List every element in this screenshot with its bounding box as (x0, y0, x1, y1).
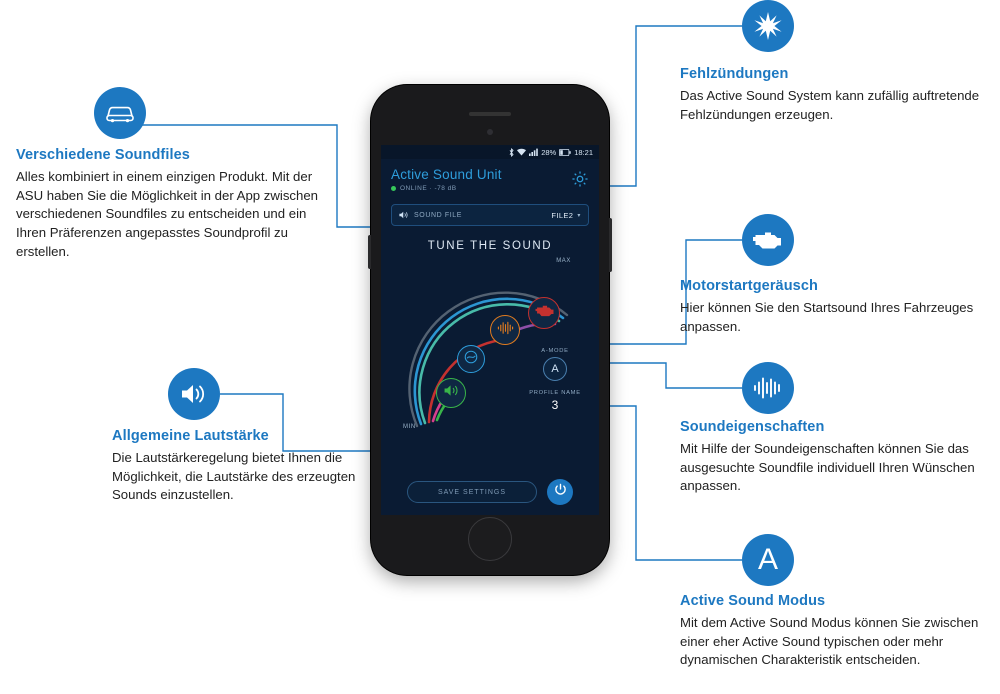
waveform-icon-badge (742, 362, 794, 414)
phone-front-camera (487, 129, 493, 135)
phone-mockup (371, 85, 609, 575)
callout-text: Mit Hilfe der Soundeigenschaften können Sie das ausgesuchte Soundfile individuell Ihren Wünschen anpassen. (680, 441, 975, 494)
phone-screen (381, 145, 599, 515)
engine-start-knob[interactable] (528, 297, 560, 329)
power-button[interactable] (547, 479, 573, 505)
status-bar (381, 145, 599, 159)
save-settings-button[interactable]: SAVE SETTINGS (407, 481, 537, 503)
battery-icon (559, 149, 571, 156)
profile-name-value[interactable]: 3 (551, 398, 559, 412)
waveform-knob-icon (497, 321, 514, 340)
dial-max-label: MAX (556, 258, 571, 264)
speaker-knob-icon (444, 384, 459, 402)
clock: 18:21 (574, 147, 593, 157)
callout-title: Soundeigenschaften (680, 419, 825, 435)
connection-status (391, 185, 589, 192)
app-title: Active Sound Unit (391, 167, 502, 182)
battery-percent: 28% (541, 147, 557, 157)
a-mode-label: A-MODE (541, 348, 569, 354)
chevron-down-icon[interactable]: ▾ (577, 212, 581, 219)
bluetooth-icon (509, 148, 514, 157)
app-header (381, 159, 599, 196)
callout-title: Motorstartgeräusch (680, 278, 818, 294)
burst-icon (754, 12, 782, 40)
callout-text: Hier können Sie den Startsound Ihres Fahrzeuges anpassen. (680, 300, 974, 334)
sound-file-value: FILE2 (551, 210, 574, 220)
signal-icon (529, 148, 538, 156)
volume-knob[interactable] (436, 378, 466, 408)
profile-name-label: PROFILE NAME (529, 390, 581, 396)
callout-title: Allgemeine Lautstärke (112, 428, 269, 444)
callout-active-sound-mode (680, 593, 985, 670)
gear-icon[interactable] (571, 170, 589, 188)
callout-title: Verschiedene Soundfiles (16, 147, 190, 163)
callout-title: Fehlzündungen (680, 66, 789, 82)
car-icon-badge (94, 87, 146, 139)
a-mode-control[interactable] (524, 348, 586, 381)
equalizer-knob[interactable] (457, 345, 485, 373)
callout-text: Mit dem Active Sound Modus können Sie zwischen einer eher Active Sound typischen oder mehr dynamischen Charakteristik entscheiden. (680, 615, 979, 668)
tune-the-sound-title: TUNE THE SOUND (427, 240, 553, 252)
speaker-small-icon (399, 211, 408, 219)
burst-icon-badge (742, 0, 794, 52)
sound-properties-knob[interactable] (490, 315, 520, 345)
dial-min-label: MIN (403, 424, 416, 430)
waveform-icon (753, 376, 783, 400)
profile-name-control (519, 390, 591, 412)
sound-file-label: SOUND FILE (414, 211, 463, 219)
speaker-icon (179, 381, 209, 407)
callout-engine-start (680, 278, 980, 336)
equalizer-icon (464, 350, 478, 369)
callout-soundfiles (16, 147, 326, 262)
callout-text: Alles kombiniert in einem einzigen Produkt. Mit der ASU haben Sie die Möglichkeit in der App zwischen verschiedenen Soundfiles zu entscheiden und ein Ihren Präferenzen angepasstes Soundprofil zu erstellen. (16, 169, 319, 259)
callout-misfire (680, 66, 980, 124)
a-mode-value[interactable]: A (543, 357, 567, 381)
callout-sound-properties (680, 419, 980, 496)
callout-title: Active Sound Modus (680, 593, 826, 609)
car-icon (105, 102, 135, 124)
bottom-action-bar (381, 479, 599, 505)
letter-a-icon-badge (742, 534, 794, 586)
online-dot (391, 186, 396, 191)
callout-volume (112, 428, 362, 505)
engine-icon-badge (742, 214, 794, 266)
engine-icon (752, 229, 784, 251)
callout-text: Die Lautstärkeregelung bietet Ihnen die Möglichkeit, die Lautstärke des erzeugten Sounds einzustellen. (112, 450, 356, 503)
phone-earpiece (469, 112, 511, 116)
sound-file-selector[interactable] (391, 204, 589, 226)
letter-a-icon: A (757, 543, 778, 576)
callout-text: Das Active Sound System kann zufällig auftretende Fehlzündungen erzeugen. (680, 88, 980, 122)
power-icon (554, 483, 567, 501)
dial-area (381, 256, 599, 446)
wifi-icon (517, 148, 526, 156)
connection-status-text: ONLINE · -78 dB (400, 185, 457, 192)
engine-knob-icon (535, 304, 554, 322)
speaker-icon-badge (168, 368, 220, 420)
home-button[interactable] (468, 517, 512, 561)
